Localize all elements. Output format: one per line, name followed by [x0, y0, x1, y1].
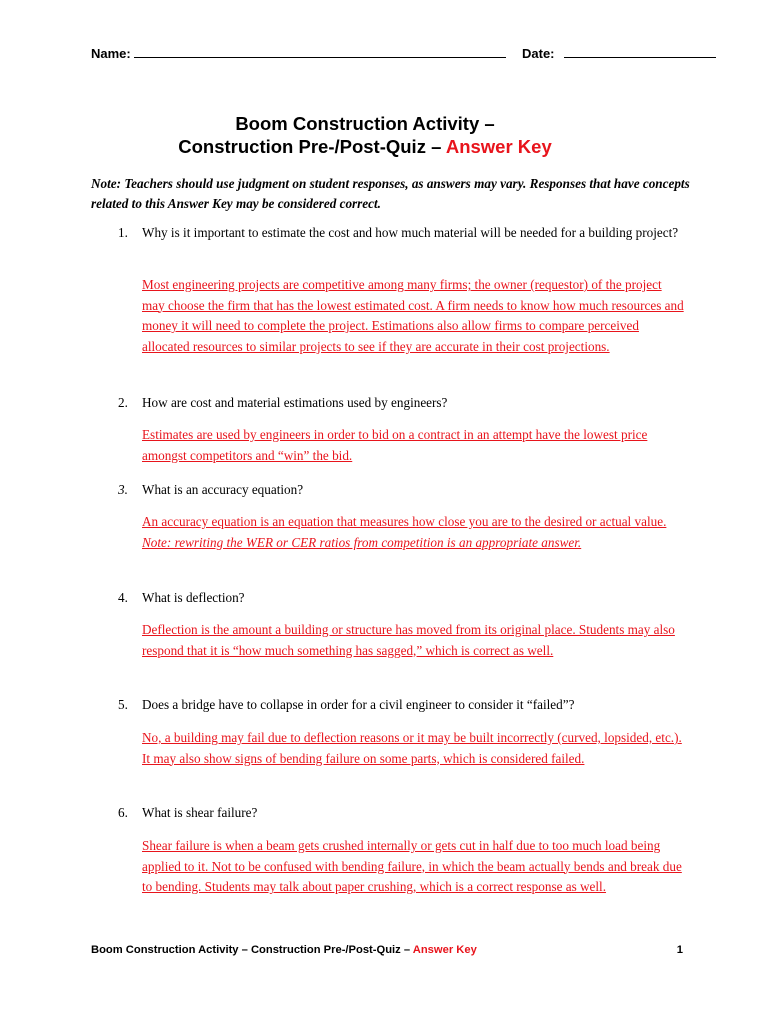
question-text: What is shear failure?	[142, 805, 258, 820]
footer-text: Boom Construction Activity – Construction Pre-/Post-Quiz –	[91, 944, 413, 956]
page-footer	[91, 944, 683, 956]
question-text: Does a bridge have to collapse in order for a civil engineer to consider it “failed”?	[142, 697, 575, 712]
name-label: Name:	[91, 46, 131, 61]
teacher-note: Note: Teachers should use judgment on student responses, as answers may vary. Responses that have concepts related to this Answer Key may be considered correct.	[91, 176, 690, 211]
answer-text: An accuracy equation is an equation that measures how close you are to the desired or actual value.	[142, 514, 667, 529]
answer-note: Note: rewriting the WER or CER ratios from competition is an appropriate answer.	[142, 534, 582, 550]
question-text: How are cost and material estimations used by engineers?	[142, 395, 448, 410]
answer-key-label: Answer Key	[445, 136, 552, 157]
answer-3	[142, 512, 687, 553]
question-number: 5.	[118, 697, 128, 712]
question-text: What is an accuracy equation?	[142, 482, 304, 497]
answer-4: Deflection is the amount a building or structure has moved from its original place. Students may also respond that it is “how much something has sagged,” which is correct as well.	[142, 622, 675, 658]
question-number: 6.	[118, 805, 128, 820]
question-text: What is deflection?	[142, 590, 245, 605]
answer-6: Shear failure is when a beam gets crushed internally or gets cut in half due to too much load being applied to it. Not to be confused with bending failure, in which the beam actually bends and break due to bending. Students may talk about paper crushing, which is a correct response as well.	[142, 838, 682, 895]
question-number: 3.	[118, 482, 128, 497]
answer-2: Estimates are used by engineers in order to bid on a contract in an attempt have the lowest price amongst competitors and “win” the bid.	[142, 427, 648, 463]
answer-5: No, a building may fail due to deflection reasons or it may be built incorrectly (curved, lopsided, etc.). It may also show signs of bending failure on some parts, which is considered failed.	[142, 730, 682, 766]
date-blank-line	[564, 45, 716, 58]
answer-1: Most engineering projects are competitive among many firms; the owner (requestor) of the project may choose the firm that has the lowest estimated cost. A firm needs to know how much resources and money it will need to complete the project. Estimations also allow firms to compare perceived allocated resources to similar projects to see if they are accurate in their cost projections.	[142, 277, 684, 354]
date-label: Date:	[522, 46, 555, 61]
title-line-2-text: Construction Pre-/Post-Quiz –	[178, 136, 446, 157]
footer-answer-key: Answer Key	[412, 944, 477, 956]
name-blank-line	[134, 45, 506, 58]
title-line-1: Boom Construction Activity –	[235, 113, 495, 134]
name-date-header	[91, 45, 721, 61]
page-number: 1	[676, 944, 683, 956]
question-number: 2.	[118, 395, 128, 410]
question-number: 1.	[118, 225, 128, 240]
question-text: Why is it important to estimate the cost and how much material will be needed for a building project?	[142, 225, 679, 240]
document-title	[0, 112, 730, 158]
question-number: 4.	[118, 590, 128, 605]
title-line-2	[0, 135, 730, 158]
